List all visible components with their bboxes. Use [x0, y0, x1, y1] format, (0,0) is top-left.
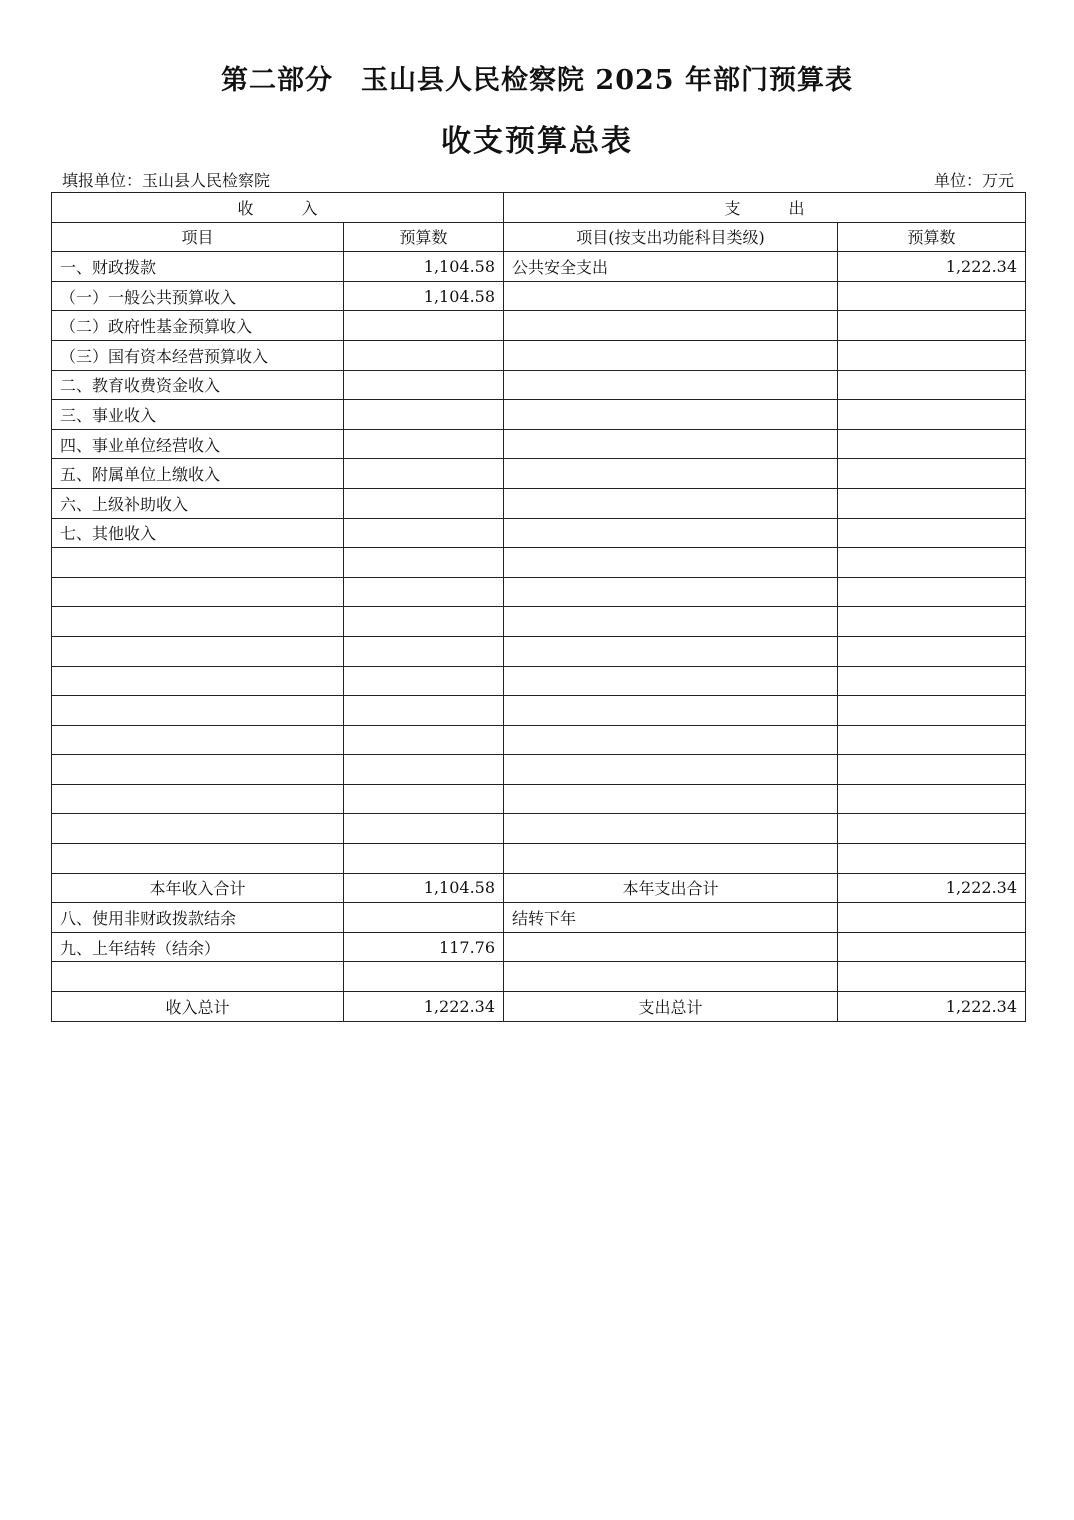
- table-row: [52, 607, 1026, 637]
- table-row: [52, 340, 1026, 370]
- income-item-cell: 九、上年结转（结余）: [52, 932, 344, 962]
- table-row: [52, 281, 1026, 311]
- table-row: [52, 548, 1026, 578]
- income-amount-cell: [344, 548, 504, 578]
- income-item-cell: 三、事业收入: [52, 400, 344, 430]
- expense-item-cell: [504, 488, 838, 518]
- income-item-cell: 二、教育收费资金收入: [52, 370, 344, 400]
- income-item-cell: [52, 577, 344, 607]
- expense-amount-cell: [838, 488, 1026, 518]
- expense-item-cell: [504, 932, 838, 962]
- table-row: [52, 429, 1026, 459]
- income-amount-cell: [344, 459, 504, 489]
- expense-amount-cell: 1,222.34: [838, 252, 1026, 282]
- income-item-header: 项目: [52, 222, 344, 252]
- income-amount-cell: [344, 903, 504, 933]
- expense-budget-header: 预算数: [838, 222, 1026, 252]
- table-row: [52, 903, 1026, 933]
- expense-item-cell: [504, 696, 838, 726]
- income-item-cell: [52, 962, 344, 992]
- income-amount-cell: [344, 607, 504, 637]
- income-item-cell: （一）一般公共预算收入: [52, 281, 344, 311]
- table-row: [52, 814, 1026, 844]
- income-item-cell: [52, 636, 344, 666]
- income-item-cell: 七、其他收入: [52, 518, 344, 548]
- expense-item-cell: 公共安全支出: [504, 252, 838, 282]
- expense-amount-cell: [838, 844, 1026, 874]
- grand-total-row: [52, 992, 1026, 1022]
- income-item-cell: [52, 725, 344, 755]
- table-row: [52, 252, 1026, 282]
- income-amount-cell: [344, 340, 504, 370]
- table-row: [52, 400, 1026, 430]
- table-row: [52, 636, 1026, 666]
- income-amount-cell: [344, 814, 504, 844]
- expense-amount-cell: [838, 311, 1026, 341]
- expense-amount-cell: [838, 370, 1026, 400]
- table-row: [52, 932, 1026, 962]
- expense-amount-cell: [838, 755, 1026, 785]
- income-amount-cell: [344, 636, 504, 666]
- income-total-amount: 1,104.58: [344, 873, 504, 903]
- income-item-cell: 四、事业单位经营收入: [52, 429, 344, 459]
- expense-amount-cell: [838, 400, 1026, 430]
- income-amount-cell: [344, 518, 504, 548]
- expense-item-cell: [504, 636, 838, 666]
- table-row: [52, 577, 1026, 607]
- expense-item-cell: [504, 459, 838, 489]
- currency-unit: 单位：万元: [933, 171, 1014, 190]
- expense-amount-cell: [838, 903, 1026, 933]
- expense-amount-cell: [838, 725, 1026, 755]
- income-amount-cell: [344, 577, 504, 607]
- table-row: [52, 784, 1026, 814]
- expense-item-cell: [504, 548, 838, 578]
- table-row: [52, 666, 1026, 696]
- table-row: [52, 696, 1026, 726]
- expense-item-cell: [504, 518, 838, 548]
- expense-item-cell: [504, 962, 838, 992]
- expense-amount-cell: [838, 696, 1026, 726]
- table-row: [52, 370, 1026, 400]
- table-row: [52, 311, 1026, 341]
- income-item-cell: 一、财政拨款: [52, 252, 344, 282]
- income-amount-cell: 117.76: [344, 932, 504, 962]
- income-amount-cell: [344, 844, 504, 874]
- expense-item-cell: [504, 814, 838, 844]
- income-amount-cell: [344, 400, 504, 430]
- expense-item-cell: 结转下年: [504, 903, 838, 933]
- income-amount-cell: [344, 725, 504, 755]
- income-amount-cell: [344, 755, 504, 785]
- income-total-label: 收入总计: [52, 992, 344, 1022]
- expense-item-cell: [504, 340, 838, 370]
- expense-amount-cell: [838, 814, 1026, 844]
- income-amount-cell: [344, 429, 504, 459]
- table-title: 收支预算总表: [441, 124, 633, 159]
- income-amount-cell: [344, 784, 504, 814]
- income-item-cell: [52, 548, 344, 578]
- income-amount-cell: 1,104.58: [344, 252, 504, 282]
- income-item-cell: （二）政府性基金预算收入: [52, 311, 344, 341]
- table-row: [52, 488, 1026, 518]
- expense-total-label: 本年支出合计: [504, 873, 838, 903]
- income-item-cell: [52, 755, 344, 785]
- expense-amount-cell: [838, 281, 1026, 311]
- income-amount-cell: [344, 311, 504, 341]
- income-amount-cell: [344, 488, 504, 518]
- expense-item-cell: [504, 281, 838, 311]
- income-amount-cell: [344, 666, 504, 696]
- expense-item-cell: [504, 666, 838, 696]
- expense-amount-cell: [838, 962, 1026, 992]
- expense-amount-cell: [838, 932, 1026, 962]
- expense-amount-cell: [838, 340, 1026, 370]
- expense-item-header: 项目(按支出功能科目类级): [504, 222, 838, 252]
- expense-total-amount: 1,222.34: [838, 873, 1026, 903]
- page-title: 第二部分 玉山县人民检察院 2025 年部门预算表: [221, 65, 853, 96]
- income-amount-cell: [344, 370, 504, 400]
- expense-total-amount: 1,222.34: [838, 992, 1026, 1022]
- expense-total-label: 支出总计: [504, 992, 838, 1022]
- expense-item-cell: [504, 844, 838, 874]
- table-row: [52, 725, 1026, 755]
- expense-item-cell: [504, 429, 838, 459]
- income-amount-cell: [344, 962, 504, 992]
- expense-item-cell: [504, 755, 838, 785]
- year-total-row: [52, 873, 1026, 903]
- expense-item-cell: [504, 725, 838, 755]
- column-header-row: [52, 222, 1026, 252]
- table-row: [52, 459, 1026, 489]
- expense-item-cell: [504, 311, 838, 341]
- expense-amount-cell: [838, 518, 1026, 548]
- table-row: [52, 755, 1026, 785]
- income-item-cell: [52, 666, 344, 696]
- income-amount-cell: [344, 696, 504, 726]
- table-row: [52, 844, 1026, 874]
- expense-item-cell: [504, 370, 838, 400]
- income-item-cell: 五、附属单位上缴收入: [52, 459, 344, 489]
- expense-amount-cell: [838, 666, 1026, 696]
- income-item-cell: [52, 784, 344, 814]
- income-item-cell: （三）国有资本经营预算收入: [52, 340, 344, 370]
- section-header-row: [52, 193, 1026, 223]
- table-row: [52, 518, 1026, 548]
- income-item-cell: [52, 607, 344, 637]
- income-item-cell: [52, 696, 344, 726]
- expense-item-cell: [504, 784, 838, 814]
- expense-amount-cell: [838, 784, 1026, 814]
- income-total-label: 本年收入合计: [52, 873, 344, 903]
- income-item-cell: [52, 814, 344, 844]
- expense-item-cell: [504, 607, 838, 637]
- income-item-cell: 八、使用非财政拨款结余: [52, 903, 344, 933]
- income-amount-cell: 1,104.58: [344, 281, 504, 311]
- expense-amount-cell: [838, 607, 1026, 637]
- expense-item-cell: [504, 400, 838, 430]
- income-item-cell: 六、上级补助收入: [52, 488, 344, 518]
- budget-summary-table: [51, 192, 1026, 1022]
- expense-item-cell: [504, 577, 838, 607]
- income-section-header: 收 入: [52, 193, 504, 223]
- expense-amount-cell: [838, 429, 1026, 459]
- expense-amount-cell: [838, 636, 1026, 666]
- expense-amount-cell: [838, 548, 1026, 578]
- expense-amount-cell: [838, 459, 1026, 489]
- income-item-cell: [52, 844, 344, 874]
- expense-amount-cell: [838, 577, 1026, 607]
- income-budget-header: 预算数: [344, 222, 504, 252]
- expense-section-header: 支 出: [504, 193, 1026, 223]
- income-total-amount: 1,222.34: [344, 992, 504, 1022]
- reporting-unit: 填报单位：玉山县人民检察院: [62, 171, 271, 190]
- table-row: [52, 962, 1026, 992]
